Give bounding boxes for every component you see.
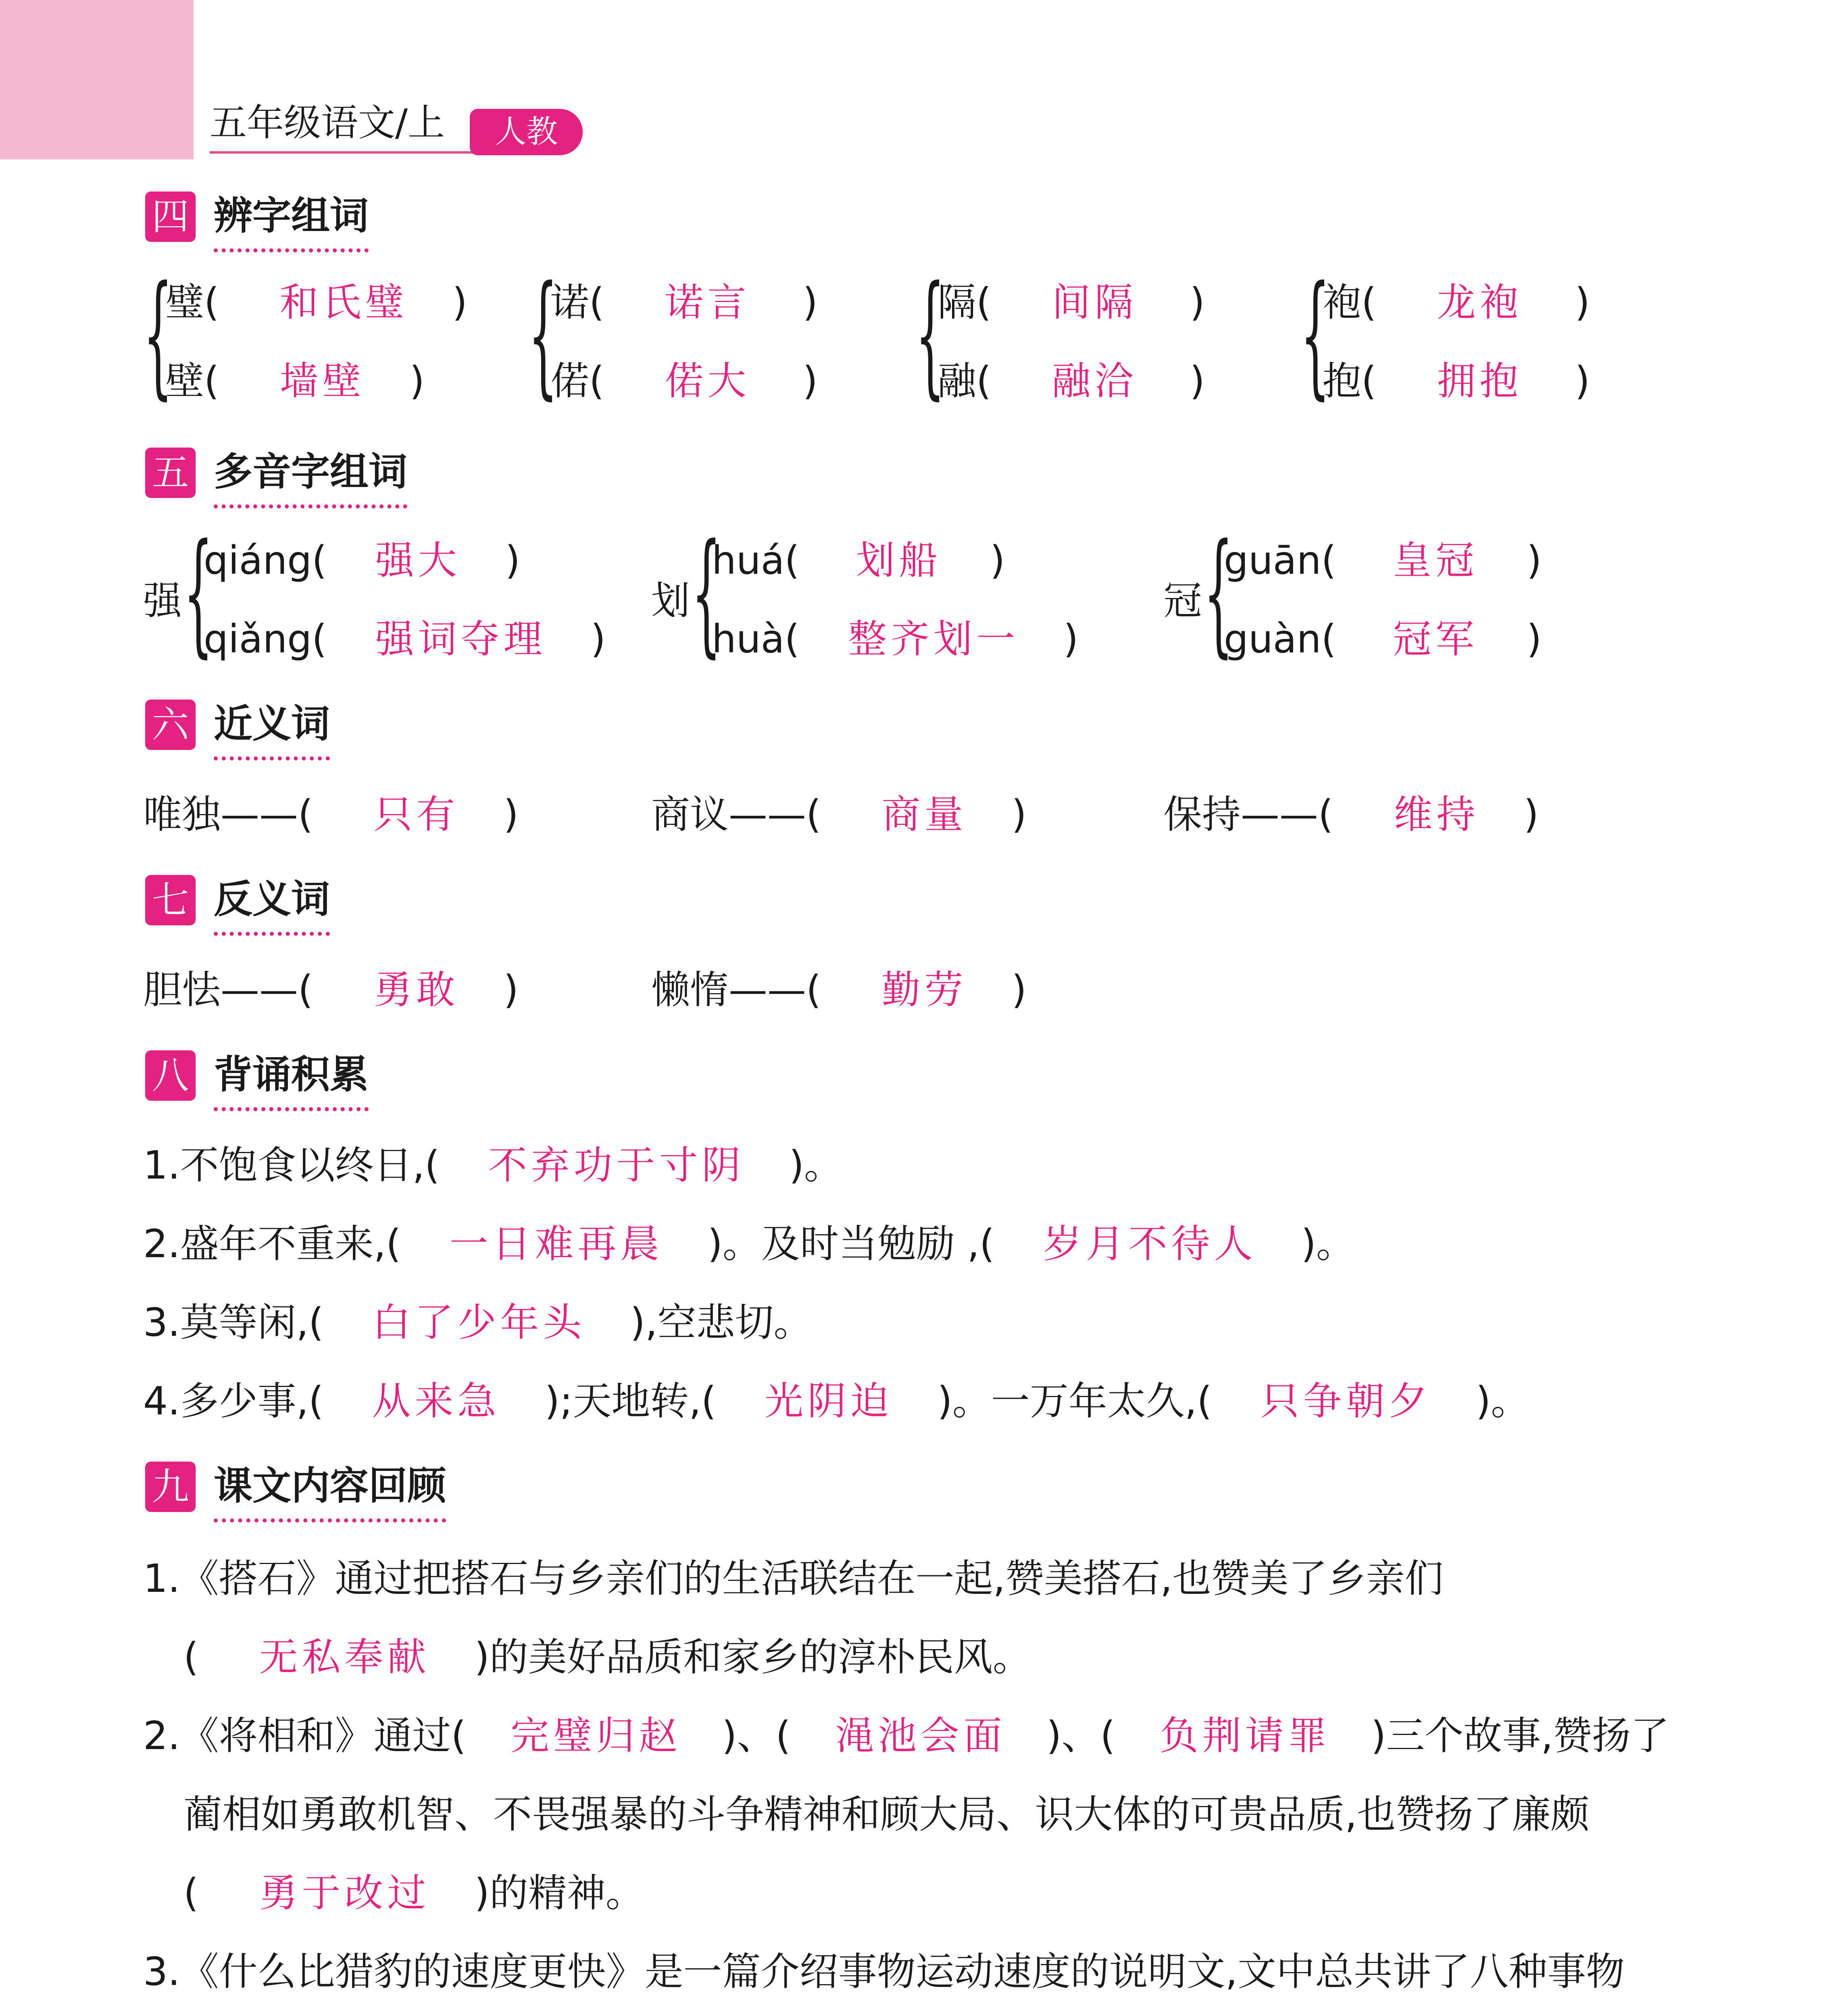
- answer: 和氏璧: [279, 280, 408, 325]
- answer: 诺言: [665, 280, 750, 325]
- section-4-number: 四: [145, 192, 196, 242]
- brace-icon: {: [692, 515, 721, 670]
- answer: 整齐划一: [848, 616, 1019, 662]
- synonym-item-3: 保持——( 维持 ): [1163, 792, 1539, 837]
- brace-icon: {: [143, 257, 173, 412]
- answer: 融洽: [1052, 358, 1138, 404]
- review-q2-line-1: 2.《将相和》通过( 完璧归赵 )、( 渑池会面 )、( 负荆请罪 )三个故事,赞扬了: [143, 1713, 1669, 1758]
- corner-tab: [0, 0, 194, 159]
- section-9-title: 课文内容回顾: [214, 1460, 446, 1522]
- char-1: 璧(: [165, 280, 219, 325]
- answer: 皇冠: [1392, 538, 1478, 583]
- antonym-item-1: 胆怯——( 勇敢 ): [143, 967, 519, 1012]
- polyphone-char: 强: [143, 578, 182, 623]
- answer: 偌大: [665, 358, 750, 404]
- polyphone-char: 划: [651, 578, 690, 623]
- recite-line-2: 2.盛年不重来,( 一日难再晨 )。及时当勉励 ,( 岁月不待人 )。: [143, 1221, 1355, 1266]
- brace-icon: {: [915, 257, 945, 412]
- answer: 强词夺理: [375, 616, 546, 662]
- recite-line-3: 3.莫等闲,( 白了少年头 ),空悲切。: [143, 1300, 813, 1345]
- review-q1-line-1: 1.《搭石》通过把搭石与乡亲们的生活联结在一起,赞美搭石,也赞美了乡亲们: [143, 1556, 1444, 1601]
- section-7-number: 七: [145, 875, 196, 925]
- recite-line-4: 4.多少事,( 从来急 );天地转,( 光阴迫 )。一万年太久,( 只争朝夕 )。: [143, 1379, 1530, 1424]
- section-8-number: 八: [145, 1050, 196, 1101]
- section-6-title: 近义词: [214, 698, 330, 760]
- answer: 龙袍: [1437, 280, 1523, 325]
- edition-badge: 人教: [470, 109, 583, 155]
- section-4-title: 辨字组词: [214, 190, 369, 252]
- brace-icon: {: [1300, 257, 1330, 412]
- review-q2-line-2: 蔺相如勇敢机智、不畏强暴的斗争精神和顾大局、识大体的可贵品质,也赞扬了廉颇: [183, 1792, 1590, 1837]
- answer: 墙壁: [279, 358, 365, 404]
- brace-icon: {: [183, 515, 213, 670]
- answer: 冠军: [1392, 616, 1478, 662]
- section-8-title: 背诵积累: [214, 1048, 369, 1111]
- answer: 间隔: [1052, 280, 1138, 325]
- brace-icon: {: [1204, 515, 1233, 670]
- polyphone-char: 冠: [1163, 578, 1202, 623]
- review-q1-line-2: ( 无私奉献 )的美好品质和家乡的淳朴民风。: [183, 1635, 1031, 1680]
- answer: 划船: [856, 538, 942, 583]
- recite-line-1: 1.不饱食以终日,( 不弃功于寸阴 )。: [143, 1143, 843, 1188]
- char-2: 壁(: [165, 358, 219, 404]
- review-q3-line-1: 3.《什么比猎豹的速度更快》是一篇介绍事物运动速度的说明文,文中总共讲了八种事物: [143, 1949, 1625, 1994]
- brace-icon: {: [528, 257, 558, 412]
- synonym-item-1: 唯独——( 只有 ): [143, 792, 519, 837]
- section-6-number: 六: [145, 700, 196, 750]
- section-5-number: 五: [145, 448, 196, 498]
- synonym-item-2: 商议——( 商量 ): [651, 792, 1027, 837]
- antonym-item-2: 懒惰——( 勤劳 ): [651, 967, 1027, 1012]
- header-title: 五年级语文/上: [210, 101, 445, 144]
- review-q2-line-3: ( 勇于改过 )的精神。: [183, 1870, 644, 1916]
- section-5-title: 多音字组词: [214, 446, 407, 508]
- answer: 强大: [375, 538, 461, 583]
- answer: 拥抱: [1437, 358, 1523, 404]
- section-7-title: 反义词: [214, 873, 330, 936]
- section-9-number: 九: [145, 1462, 196, 1512]
